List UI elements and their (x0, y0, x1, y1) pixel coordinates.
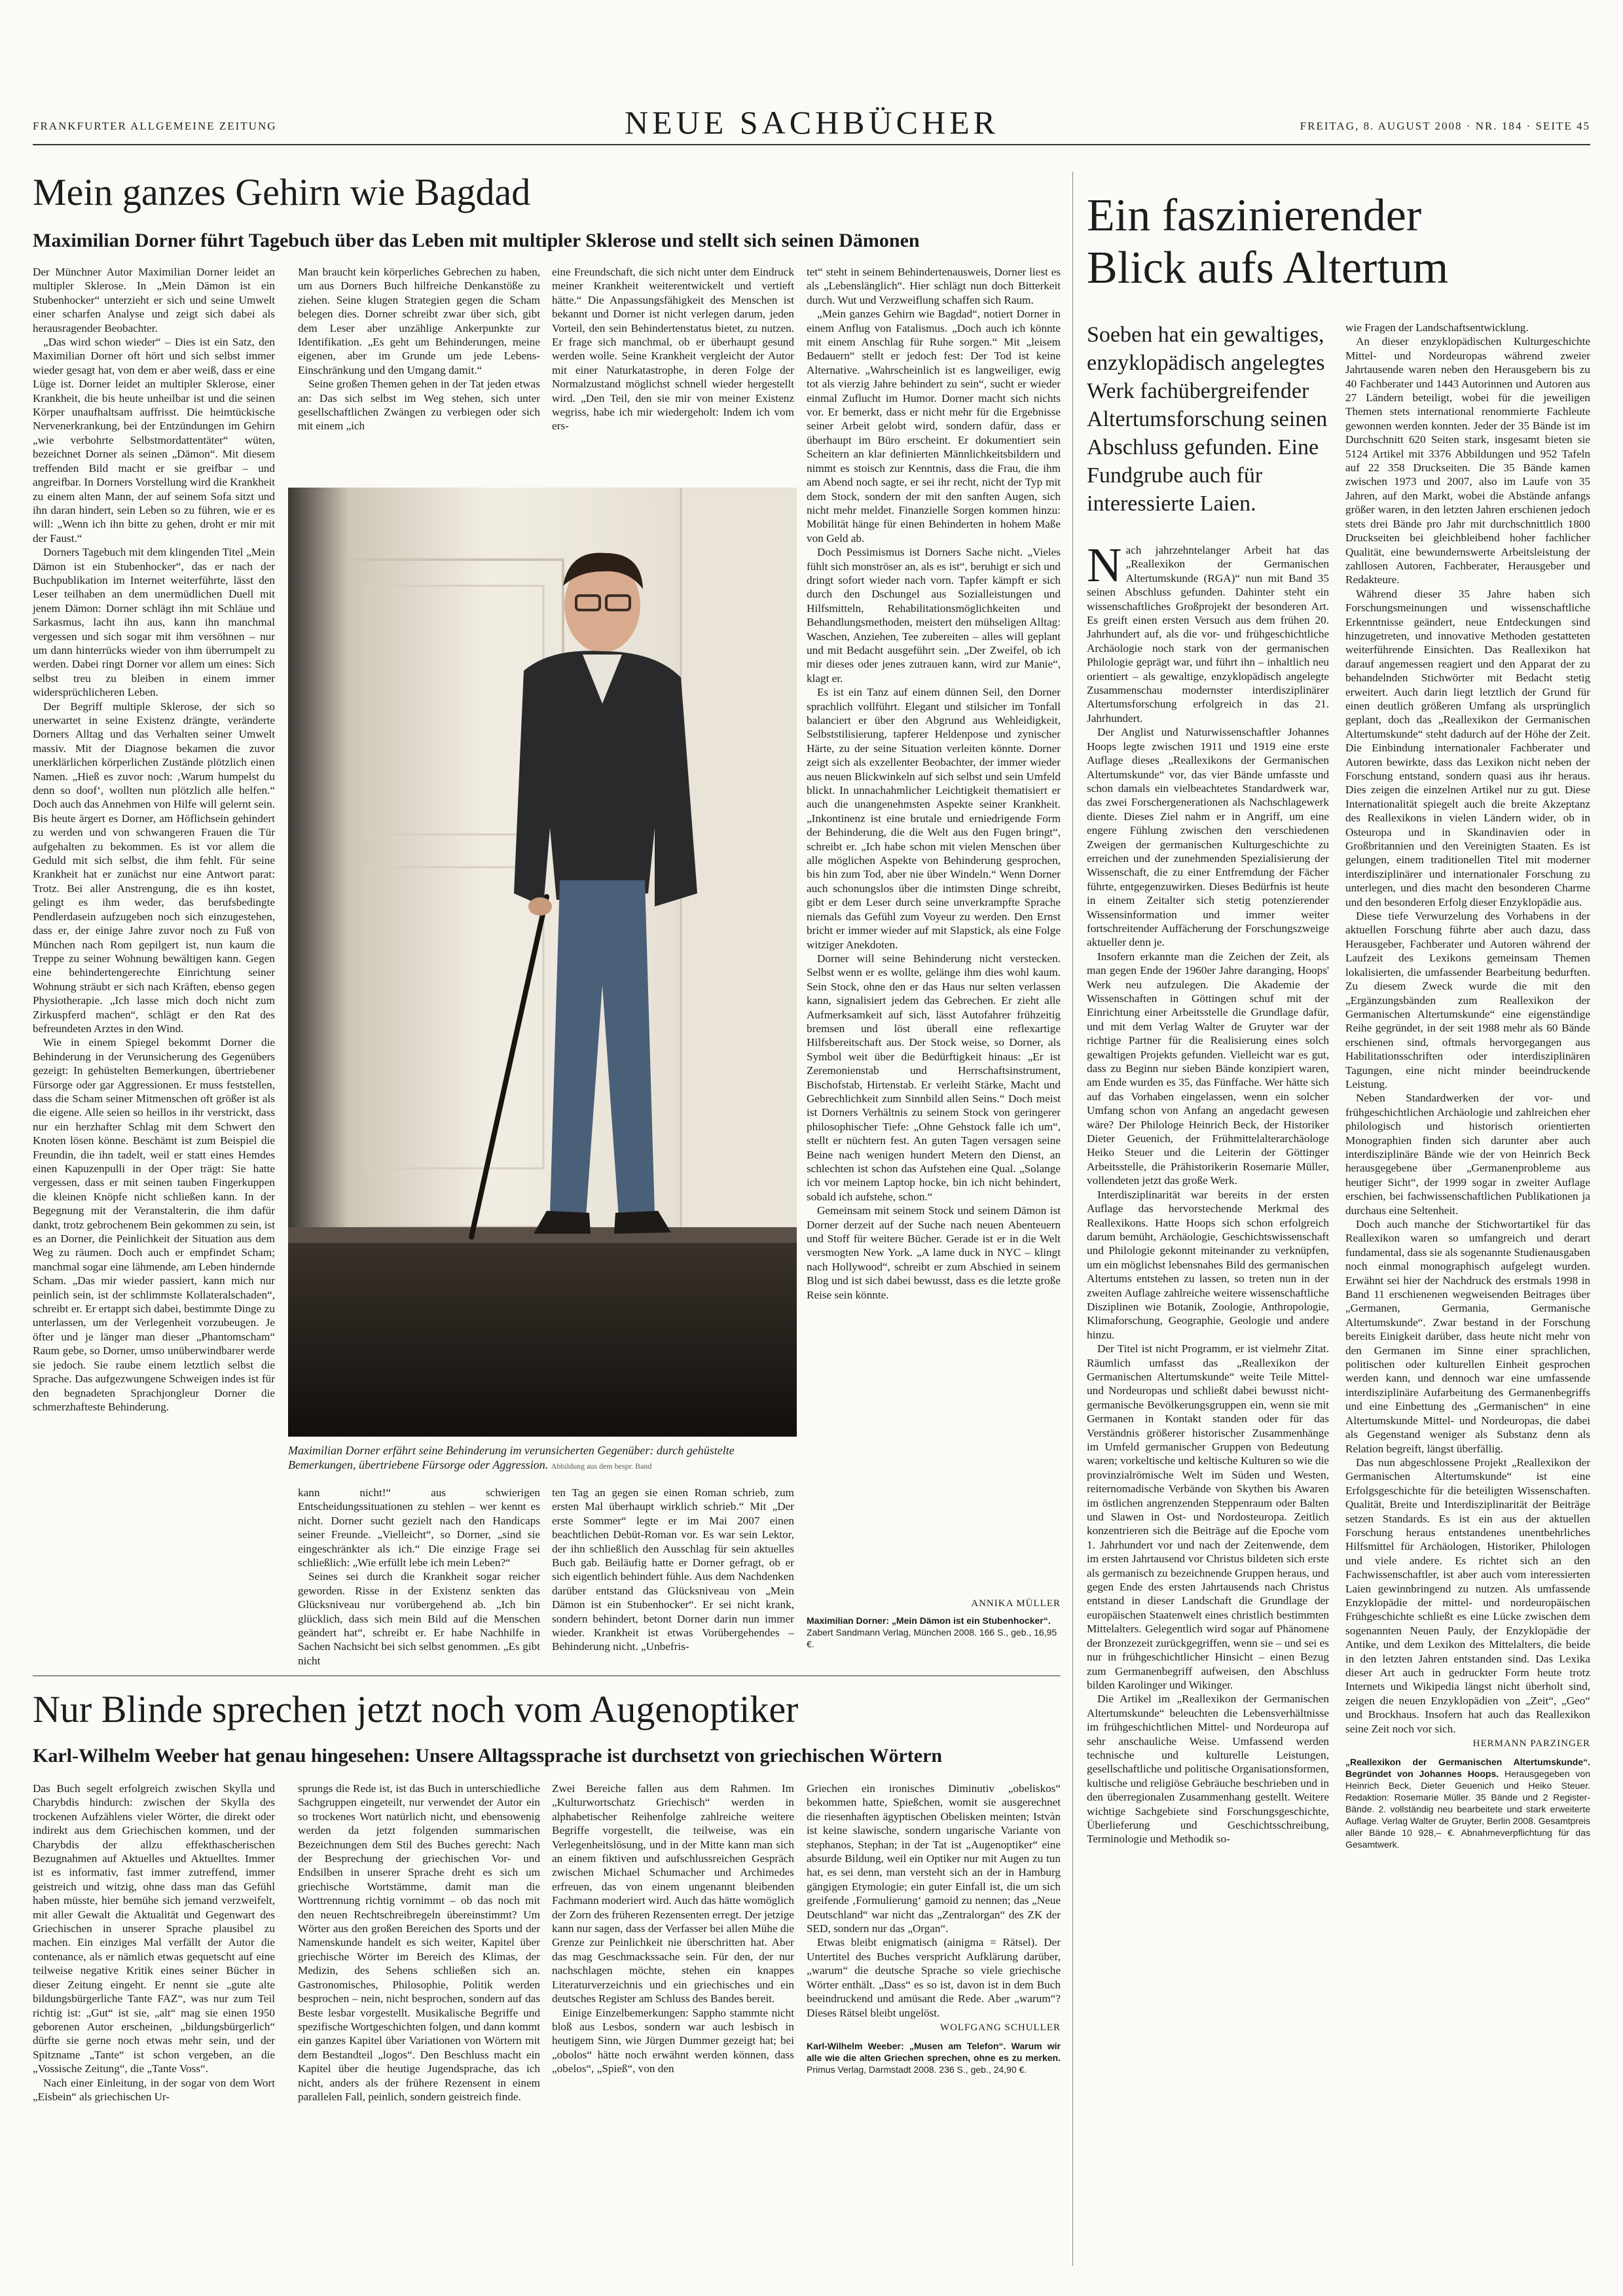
paragraph: Dorners Tagebuch mit dem klingenden Titel „Mein Dämon ist ein Stubenhocker“, das er nach der Buchpublikation im Internet weiterführte, lässt den Leser teilhaben an dem unermüdlichen Duell mit jenem Dämon: Dorner schlägt ihn mit Schläue und Sarkasmus, lacht ihn aus, kann ihn manchmal vergessen und sich sogar mit ihm versöhnen – nur um dann hinterrücks wieder von ihm überrumpelt zu werden. Dabei ringt Dorner vor allem um eines: Sich selbst treu zu bleiben in einem immer widersprüchlicheren Leben. (33, 546, 275, 699)
paragraph: Es ist ein Tanz auf einem dünnen Seil, den Dorner sprachlich vollführt. Elegant und stilsicher im Tonfall balanciert er über den Abgrund aus Wehleidigkeit, Selbststilisierung, tapferer Heldenpose und zynischer Härte, zu der seine Situation verleiten könnte. Dorner zeigt sich als exzellenter Beobachter, der immer wieder aus neuen Blickwinkeln auf sich selbst und sein Umfeld blickt. In unnachahmlicher Leichtigkeit thematisiert er auch die unangenehmsten Aspekte seiner Krankheit. „Inkontinenz ist eine brutale und erniedrigende Form der Behinderung, die die Welt aus den Fugen bringt“, schreibt er. „Ich habe schon mit vielen Menschen über alle möglichen Aspekte von Behinderung gesprochen, bis hin zum Tod, aber nie über Windeln.“ Wenn Dorner auch schonungslos über die intimsten Dinge schreibt, gibt er dem Leser durch seine unverkrampfte Sprache niemals das Gefühl zum Voyeur zu werden. Den Ernst bricht er immer wieder auf mit Slapstick, als eine Folge witziger Anekdoten. (807, 686, 1061, 951)
article2-column-4 (807, 1782, 1061, 2075)
paragraph: Diese tiefe Verwurzelung des Vorhabens in der aktuellen Forschung führte aber auch dazu, dass Herausgeber, Fachberater und Autoren während der Laufzeit des Lexikons gemeinsam Themen lokalisierten, die umfassender Bearbeitung bedurften. Zu diesem Zweck wurde die mit den „Ergänzungsbänden zum Reallexikon der Germanischen Altertumskunde“ eine eigenständige Reihe gegründet, in der seit 1988 mehr als 60 Bände erschienen sind, oftmals hervorgegangen aus Habilitationsschriften oder interdisziplinären Tagungen, eine nicht minder beeindruckende Leistung. (1345, 910, 1590, 1090)
article2-book-info (807, 2040, 1061, 2075)
article3-book-title: „Reallexikon der Germanischen Altertumskunde“. Begründet von Johannes Hoops. (1345, 1757, 1590, 1780)
article1-column-3b (552, 1486, 794, 1654)
article3-book-details: Herausgegeben von Heinrich Beck, Dieter Geuenich und Heiko Steuer. Redaktion: Rosemarie Müller. 35 Bände und 2 Register-Bände. 2. vollständig neu bearbeitete und stark erweiterte Auflage. Verlag Walter de Gruyter, Berlin 2008. Gesamtpreis aller Bände 10 928,– €. Abnahmeverpflichtung für das Gesamtwerk. (1345, 1768, 1590, 1850)
article2-column-4-text (807, 1782, 1061, 2020)
paragraph: Interdisziplinarität war bereits in der ersten Auflage das hervorstechende Merkmal des Reallexikons. Hatte Hoops sich schon erfolgreich darum bemüht, Archäologie, Geschichtswissenschaft und Philologie gekonnt miteinander zu verknüpfen, um ein möglichst lebensnahes Bild des germanischen Altertums entstehen zu lassen, so treten nun in der zweiten Auflage zahlreiche weitere wissenschaftliche Disziplinen wie Botanik, Zoologie, Anthropologie, Klimaforschung, Geographie, Geologie und andere hinzu. (1087, 1188, 1329, 1341)
paragraph: Der Anglist und Naturwissenschaftler Johannes Hoops legte zwischen 1911 und 1919 eine erste Auflage dieses „Reallexikons der Germanischen Altertumskunde“ vor, das vier Bände umfasste und schon damals ein vielbeachtetes Standardwerk war, das zwei Forschergenerationen als Nachschlagewerk diente. Dieses Ziel nahm er in Angriff, um eine engere Fühlung zwischen den verschiedenen Zweigen der germanischen Kulturgeschichte zu erreichen und der zunehmenden Spezialisierung der Wissenschaft, die zu einer Entfremdung der Fächer führte, entgegenzuwirken. Dieses Bedürfnis ist heute in einem Zeitalter sich stetig potenzierender Wissensinformation und immer weiter fortschreitender Auffächerung der Forschungszweige aktueller denn je. (1087, 726, 1329, 949)
photo-caption-text: Maximilian Dorner erfährt seine Behinderung im verunsicherten Gegenüber: durch gehüstelte Bemerkungen, übertriebene Fürsorge oder Aggression. (288, 1444, 735, 1471)
article2-column-2 (298, 1782, 540, 2104)
paragraph: Griechen ein ironisches Diminutiv „obeliskos“ bekommen hatte, Spießchen, womit sie ausgerechnet die riesenhaften ägyptischen Obelisken meinten; Istvàn ist keine slawische, sondern ungarische Variante von stephanos, Stephan; in der Tat ist „Augenoptiker“ eine absurde Bildung, weil ein Optiker nur mit Augen zu tun hat, es sei denn, man versteht sich an der in Hamburg gängigen Etymologie; ein guter Einfall ist, die um sich greifende ‚Formulierung‘ gamoid zu nennen; das „Neue Deutschland“ war nicht das „Zentralorgan“ des ZK der SED, sondern nur das „Organ“. (807, 1782, 1061, 1935)
article1-column-2b (298, 1486, 540, 1668)
article1-column-2 (298, 265, 540, 433)
paragraph: Wie in einem Spiegel bekommt Dorner die Behinderung in der Verunsicherung des Gegenübers gezeigt: In gehüstelten Bemerkungen, übertriebener Fürsorge oder gar Aggressionen. Er muss feststellen, dass die Scham seiner Mitmenschen oft größer ist als die eigene. Alle seien so heillos in ihr verstrickt, dass nur ein herzhafter Schlag mit dem Schwert den Knoten lösen könne. Beschämt ist zum Beispiel die Freundin, die ihn tadelt, weil er statt eines Hemdes einen Kapuzenpulli in der Oper trägt: Sie hatte vergessen, dass er mit seinen tauben Fingerkuppen die kleinen Knöpfe nicht schließen kann. In der Begegnung mit der Veranstalterin, die ihm dafür dankt, trotz gebrochenem Bein gekommen zu sein, ist es an Dorner, die Peinlichkeit der Situation aus dem Weg zu räumen. Doch auch er empfindet Scham; manchmal sogar eine lähmende, am Leben hindernde Scham. „Das mir wieder passiert, kann mich nur peinlich sein, ist der schlimmste Kollateralschaden“, schreibt er. Er ertappt sich dabei, bestimmte Dinge zu unterlassen, um der Verlegenheit vorzubeugen. Je öfter und je länger man dieser „Phantomscham“ Raum gebe, so Dorner, umso unüberwindbarer werde sie jedoch. Sie raube einem letztlich selbst die Sprache. Das aufgezwungene Schweigen indes ist für den begnadeten Sprachjongleur Dorner die schmerzhafteste Behinderung. (33, 1036, 275, 1413)
paragraph: Das nun abgeschlossene Projekt „Reallexikon der Germanischen Altertumskunde“ ist eine Erfolgsgeschichte für die beteiligten Wissenschaften. Qualität, Breite und Interdisziplinarität der Beiträge setzen Standards. Es ist ein aus der aktuellen Forschung heraus entstandenes unentbehrliches Hilfsmittel für Archäologen, Historiker, Philologen und viele andere. Es richtet sich an den Fachwissenschaftler, ist aber auch vom interessierten Laien gewinnbringend zu nutzen. Als umfassende Enzyklopädie der mittel- und nordeuropäischen Frühgeschichte schließt es eine Lücke zwischen dem sogenannten Neuen Pauly, der Enzyklopädie der Antike, und dem Lexikon des Mittelalters, die beide in den letzten Jahren entstanden sind. Das Lexika dieser Art auch in gedruckter Form heute trotz Internets und Wikipedia längst nicht überholt sind, zeigen die neuen Enzyklopädien von „Zeit“, „Geo“ und Brockhaus. Insofern hat auch das Reallexikon seine Zeit noch vor sich. (1345, 1456, 1590, 1735)
article3-book-info (1345, 1756, 1590, 1850)
paragraph: Der Münchner Autor Maximilian Dorner leidet an multipler Sklerose. In „Mein Dämon ist ein Stubenhocker“ unterzieht er sich und seine Umwelt einer scharfen Analyse und zeigt sich dabei als herausragender Beobachter. (33, 266, 275, 334)
paragraph: Gemeinsam mit seinem Stock und seinem Dämon ist Dorner derzeit auf der Suche nach neuen Abenteuern und Stoff für weitere Bücher. Gerade ist er in die Welt versmogten New York. „A lame duck in NYC – klingt nach Hollywood“, schreibt er zum Abschied in seinem Blog und ist sich dabei bewusst, dass es die letzte große Reise sein könnte. (807, 1204, 1061, 1301)
article2-column-3 (552, 1782, 794, 2076)
article3-headline-line-2: Blick aufs Altertum (1087, 243, 1449, 293)
paragraph: Das Buch segelt erfolgreich zwischen Skylla und Charybdis hindurch: zwischen der Skylla des trockenen Aufzählens vieler Wörter, die direkt oder indirekt aus dem Griechischen kommen, und der Charybdis der allzu effekthascherischen Bezugnahmen auf Aktuelles und Aktuelltes. Immer ist es informativ, fast immer zutreffend, immer geistreich und witzig, ohne dass man das Gefühl haben müsste, hier bemühe sich jemand verzweifelt, mit aller Gewalt die Aktualität und Gegenwart des Griechischen in unserer Sprache plausibel zu machen. Ein einziges Mal verfällt der Autor die contenance, als er nämlich etwas gequetscht auf eine teilweise negative Kritik eines seiner Bücher in dieser Zeitung eingeht. Er nennt sie „gute alte bildungsbürgerliche Tante FAZ“, was nur zum Teil richtig ist: „Gut“ ist sie, „alt“ mag sie einen 1950 geborenen Autor erscheinen, „bildungsbürgerlich“ dürfte sie gerne noch etwas mehr sein, und der Spitzname „Tante“ ist schon vergeben, an die „Vossische Zeitung“, die „Tante Voss“. (33, 1782, 275, 2075)
article1-footer (807, 1597, 1061, 1650)
column-divider (1072, 171, 1073, 2266)
paragraph: ach jahrzehntelanger Arbeit hat das „Reallexikon der Germanischen Altertumskunde (RGA)“ nun mit Band 35 seinen Abschluss gefunden. Dahinter steht ein wissenschaftliches Großprojekt der besonderen Art. Es greift einen ersten Versuch aus dem frühen 20. Jahrhundert auf, als die vor- und frühgeschichtliche Archäologie noch stark von der germanischen Philologie geprägt war, und führt ihn – inhaltlich neu orientiert – als gewaltige, enzyklopädisch angelegte Zusammenschau modernster interdisziplinärer Altertumsforschung erfolgreich in das 21. Jahrhundert. (1087, 544, 1329, 725)
paragraph: Der Begriff multiple Sklerose, der sich so unerwartet in seine Existenz drängte, veränderte Dorners Alltag und das Verhalten seiner Umwelt massiv. Mit der Diagnose bekamen die zuvor unerklärlichen körperlichen Zustände plötzlich einen Namen. „Hieß es zuvor noch: ‚Warum humpelst du denn so doof‘, wollten nun plötzlich alle helfen.“ Doch auch das Annehmen von Hilfe will gelernt sein. Bis heute ärgert es Dorner, am Höflichsein gehindert zu werden und von schwangeren Frauen die Tür aufgehalten zu bekommen. Es ist vor allem die Geduld mit sich selbst, die ihm fehlt. Für seine Krankheit hat er zunächst nur eine Antwort parat: Trotz. Bei aller Anstrengung, die es ihn kostet, gelingt es ihm weder, das berufsbedingte Pendlerdasein aufzugeben noch sich einzugestehen, dass er, der einige Jahre zuvor noch zu Fuß von München nach Rom gepilgert ist, nun kaum die Treppe zu seiner Wohnung bewältigen kann. Gegen eine behindertengerechte Einrichtung seiner Wohnung sträubt er sich nach Kräften, ebenso gegen Physiotherapie. „Ich lasse mich doch nicht zum Zirkuspferd machen“, schlägt er den Rat des befreundeten Arztes in den Wind. (33, 700, 275, 1035)
paragraph: Doch auch manche der Stichwortartikel für das Reallexikon waren so umfangreich und derart fundamental, dass sie als sogenannte Studienausgaben noch einmal monographisch aufgelegt wurden. Erwähnt sei hier der Nachdruck des erstmals 1998 in Band 11 erschienenen wegweisenden Beitrages über „Germanen, Germania, Germanische Altertumskunde“. Zwar bestand in der Forschung bereits Einigkeit darüber, dass heute nicht mehr von den Germanen im Sinne einer sprachlichen, politischen oder kulturellen Einheit gesprochen werden kann, und dennoch war eine umfassende interdisziplinäre Aufarbeitung des Germanenbegriffs und eine Einbettung des „Germanischen“ in eine Altertumskunde Mittel- und Nordeuropas, die dabei als Gegenstand weniger als Substanz denn als Relation begreift, längst überfällig. (1345, 1218, 1590, 1455)
article1-headline: Mein ganzes Gehirn wie Bagdad (33, 171, 531, 213)
article3-headline-line-1: Ein faszinierender (1087, 190, 1422, 241)
paragraph: Einige Einzelbemerkungen: Sappho stammte nicht bloß aus Lesbos, sondern war auch lesbisch in heutigem Sinn, wie Jürgen Dummer gezeigt hat; bei „obolos“ hätte noch erwähnt werden können, dass „obelos“, „Spieß“, von den (552, 2006, 794, 2075)
portrait-photo (288, 488, 797, 1437)
dateline: FREITAG, 8. AUGUST 2008 · NR. 184 · SEITE 45 (1300, 120, 1590, 132)
paragraph: Die Artikel im „Reallexikon der Germanischen Altertumskunde“ beleuchten die Lebensverhältnisse im frühgeschichtlichen Mittel- und Nordeuropa auf sehr anschauliche Weise. Umfassend werden technische und kulturelle Leistungen, gesellschaftliche und politische Organisationsformen, kultische und religiöse Gebräuche beschrieben und in den überregionalen Zusammenhang gestellt. Weitere wichtige Sachgebiete sind Forschungsgeschichte, Überlieferung und Geschichtsschreibung, Terminologie und Methodik so- (1087, 1693, 1329, 1846)
article1-column-1 (33, 265, 275, 1414)
newspaper-name: FRANKFURTER ALLGEMEINE ZEITUNG (33, 120, 277, 132)
paragraph: Nach einer Einleitung, in der sogar von dem Wort „Eisbein“ als griechischen Ur- (33, 2076, 275, 2103)
article2-book-details: Primus Verlag, Darmstadt 2008. 236 S., geb., 24,90 €. (807, 2064, 1027, 2075)
article3-teaser: Soeben hat ein gewaltiges, enzyklopädisch angelegtes Werk fachübergreifender Altertumsforschung seinen Abschluss gefunden. Eine Fundgrube auch für interessierte Laien. (1087, 323, 1328, 516)
article1-book-info (807, 1615, 1061, 1650)
article1-book-title: Maximilian Dorner: „Mein Dämon ist ein Stubenhocker“. (807, 1615, 1051, 1626)
article3-column-b-text (1345, 321, 1590, 1736)
paragraph: Insofern erkannte man die Zeichen der Zeit, als man gegen Ende der 1960er Jahre daranging, Hoops' Werk neu aufzulegen. Die Akademie der Wissenschaften in Göttingen schuf mit der Einrichtung einer Arbeitsstelle die Grundlage dafür, und mit dem Verlag Walter de Gruyter war der richtige Partner für die Realisierung eines solch gewaltigen Projekts gefunden. Vielleicht war es gut, dass zu Beginn nur sieben Bände konzipiert waren, am Ende wurden es 35, das Fünffache. Wer hätte sich auf das Vorhaben eingelassen, wenn ein solcher Umfang schon von Anfang an angedacht gewesen wäre? Der Philologe Heinrich Beck, der Historiker Dieter Geuenich, der Frühmittelalterarchäologe Heiko Steuer und die Leiterin der Göttinger Arbeitsstelle, die Prähistorikerin Rosemarie Müller, vollendeten jetzt das große Werk. (1087, 950, 1329, 1187)
article1-column-4 (807, 265, 1061, 1302)
masthead-rule (33, 144, 1590, 145)
paragraph: Der Titel ist nicht Programm, er ist vielmehr Zitat. Räumlich umfasst das „Reallexikon der Germanischen Altertumskunde“ weite Teile Mittel- und Nordeuropas und schließt dabei bewusst nicht-germanische Bevölkerungsgruppen ein, wenn sie mit Germanen in Kontakt standen oder für das Verständnis größerer historischer Zusammenhänge im Umfeld germanischer Gruppen von Bedeutung waren; vorkeltische und keltische Kulturen so wie die provinzialrömische Welt im Süden und Westen, reiternomadische Verbände von Skythen bis Awaren im östlichen angrenzenden Steppenraum oder Balten und Slawen in Ost- und Nordosteuropa. Zeitlich konzentrieren sich die Beiträge auf die Epoche vom 1. Jahrhundert vor und nach der Zeitenwende, dem im ersten Jahrtausend vor Christus bildeten sich erste als germanisch zu bezeichnende Gruppen heraus, und gegen Ende des ersten Jahrtausends nach Christus entstand in dieser Landschaft die Grundlage der europäischen Staatenwelt eines christlich bestimmten Mittelalters. Gelegentlich wird sogar auf Phänomene der Bronzezeit zurückgegriffen, wenn sie – und sei es nur in frühgeschichtlicher Hinsicht – einen Bezug zum Germanenbegriff aufweisen, den Abschluss bilden Karolinger und Wikinger. (1087, 1342, 1329, 1691)
article1-signature: ANNIKA MÜLLER (971, 1598, 1061, 1609)
paragraph: Neben Standardwerken der vor- und frühgeschichtlichen Archäologie und zahlreichen eher philologisch und historisch orientierten Monographien finden sich darunter aber auch interdisziplinäre Bände wie der von Heinrich Beck herausgegebene über „Germanenprobleme aus heutiger Sicht“, der 1999 sogar in zweiter Auflage erschien, bei fachwissenschaftlichen Publikationen ja durchaus eine Seltenheit. (1345, 1092, 1590, 1217)
paragraph: eine Freundschaft, die sich nicht unter dem Eindruck meiner Krankheit weiterentwickelt und vertieft hätte.“ Die Anpassungsfähigkeit des Menschen ist bekannt und Dorner ist nicht verlegen darum, jeden Vorteil, den sein Behindertenstatus bietet, zu nutzen. Er frage sich manchmal, ob er überhaupt gesund werden wolle. Seine Krankheit vergleicht der Autor mit einer Naturkatastrophe, in deren Folge der Normalzustand möglichst schnell wieder hergestellt wird. „Den Teil, den sie mir von meiner Existenz wegriss, habe ich mir wiedergeholt: Indem ich vom ers- (552, 266, 794, 433)
article3-dropcap: N (1087, 539, 1122, 592)
article3-headline (1087, 190, 1584, 295)
paragraph: Dorner will seine Behinderung nicht verstecken. Selbst wenn er es wollte, gelänge ihm dies wohl kaum. Sein Stock, ohne den er das Haus nur selten verlassen kann, signalisiert jedem das Gebrechen. Er zieht alle Aufmerksamkeit auf sich, lässt Autofahrer frühzeitig bremsen und löst überall eine reflexartige Hilfsbereitschaft aus. Der Stock weise, so Dorner, als Symbol weit über die Bedürftigkeit hinaus: „Er ist Zeremonienstab und Herrschaftsinstrument, Bischofstab, Hirtenstab. Er verleiht Stärke, Macht und Gebrechlichkeit zum Sinnbild allen Seins.“ Doch meist ist Dorners Verhältnis zu seinem Stock von geringerer philosophischer Tiefe: „Ohne Gehstock falle ich um“, stellt er nüchtern fest. An guten Tagen versagen seine Beine nach wenigen hundert Metern den Dienst, an schlechten ist schon das Aufstehen eine Qual. „Solange ich vor meinem Laptop hocke, bin ich nicht behindert, sobald ich aufstehe, schon.“ (807, 952, 1061, 1203)
article2-book-title: Karl-Wilhelm Weeber: „Musen am Telefon“. Warum wir alle wie die alten Griechen sprechen, ohne es zu merken. (807, 2041, 1061, 2064)
article3-column-a (1087, 539, 1329, 1846)
photo-caption (288, 1443, 797, 1473)
section-title: NEUE SACHBÜCHER (625, 104, 999, 141)
paragraph: kann nicht!“ aus schwierigen Entscheidungssituationen zu stehlen – wer kennt es nicht. Dorner sucht gezielt nach den Handicaps seiner Freunde. „Vielleicht“, so Dorner, „sind sie eingeschränkter als ich.“ Die einzige Frage sei schließlich: „Wie erfüllt lebe ich mein Leben?“ (298, 1486, 540, 1570)
paragraph: „Das wird schon wieder“ – Dies ist ein Satz, den Maximilian Dorner oft hört und sich selbst immer wieder gesagt hat, von dem er aber weiß, dass er eine Lüge ist. Dorner leidet an multipler Sklerose, einer Krankheit, die bis heute unheilbar ist und die seinen Körper unaufhaltsam auffrisst. Die heimtückische Nervenerkrankung, bei der Entzündungen im Gehirn „wie verbohrte Selbstmordattentäter“ wüten, bezeichnet Dorner als seinen „Dämon“. Mit diesem treffenden Bild macht er sie greifbar – und angreifbar. In Dorners Vorstellung wird die Krankheit zu einem alten Mann, der auf seinem Sofa sitzt und ihn daran hindert, sein Leben so zu führen, wie er es will: „Wenn ich ihn bitte zu gehen, droht er mir mit der Faust.“ (33, 336, 275, 545)
paragraph: An dieser enzyklopädischen Kulturgeschichte Mittel- und Nordeuropas während zweier Jahrtausende waren neben den Herausgebern bis zu 40 Fachberater und 1443 Autorinnen und Autoren aus 27 Ländern beteiligt, wobei für die jeweiligen Themen stets international renommierte Fachleute gewonnen werden konnten. Jeder der 35 Bände ist im Durchschnitt 620 Seiten stark, insgesamt bieten sie 5124 Artikel mit 3376 Abbildungen und 952 Tafeln auf 22 358 Druckseiten. Die 35 Bände kamen zwischen 1973 und 2007, also im Laufe von 35 Jahren, auf den Markt, wobei die Abstände anfangs größer waren, in den letzten Jahren erschienen jedoch stets drei Bände pro Jahr mit durchschnittlich 1800 Druckseiten bei gleichbleibend hoher fachlicher Qualität, eine bewundernswerte Arbeitsleistung der zahllosen Autoren, Fachberater, Herausgeber und Redakteure. (1345, 335, 1590, 586)
article2-column-1 (33, 1782, 275, 2104)
article3-column-a-text (1087, 539, 1329, 1846)
paragraph: tet“ steht in seinem Behindertenausweis, Dorner liest es als „Lebenslänglich“. Hier schlägt nun doch Bitterkeit durch. Wut und Verzweiflung schaffen sich Raum. (807, 266, 1061, 306)
paragraph: Während dieser 35 Jahre haben sich Forschungsmeinungen und wissenschaftliche Erkenntnisse geändert, neue Entdeckungen sind hinzugetreten, und innovative Methoden gestatteten weiterführende Einsichten. Das Reallexikon hat darauf angemessen reagiert und den Apparat der zu behandelnden Stichwörter mit Bedacht stetig erweitert. Auch darin liegt letztlich der Grund für einen deutlich größeren Umfang als ursprünglich geplant, doch das „Reallexikon der Germanischen Altertumskunde“ steht dadurch auf der Höhe der Zeit. Die Einbindung internationaler Fachberater und Autoren bewirkte, dass das Lexikon nicht neben der Forschung entstand, sondern quasi aus ihr heraus. Dies zeigen die einzelnen Artikel nur zu gut. Diese Internationalität spiegelt auch die breite Akzeptanz des Reallexikons in vielen Ländern wider, ob in Osteuropa und in Skandinavien oder in Großbritannien und den Vereinigten Staaten. Es ist gelungen, einem traditionellen Titel mit moderner interdisziplinärer und internationaler Forschung zu unterlegen, und dies macht den besonderen Charme und den besonderen Erfolg dieser Enzyklopädie aus. (1345, 587, 1590, 908)
article1-subhead: Maximilian Dorner führt Tagebuch über das Leben mit multipler Sklerose und stellt sich seinen Dämonen (33, 230, 920, 251)
article2-signature: WOLFGANG SCHULLER (939, 2022, 1061, 2033)
paragraph: Doch Pessimismus ist Dorners Sache nicht. „Vieles fühlt sich monströser an, als es ist“, beruhigt er sich und dringt sofort wieder nach vorn. Tapfer kämpft er sich durch den Dschungel aus Sozialleistungen und Hilfsmitteln, Rehabilitationsmöglichkeiten und Behandlungsmethoden, meistert den mühseligen Alltag: Waschen, Anziehen, Tee zubereiten – alles will geplant und mit Bedacht ausgeführt sein. „Der Zweifel, ob ich mir dieses oder jenes zutrauen kann, wird zur Manie“, klagt er. (807, 546, 1061, 685)
article1-column-3 (552, 265, 794, 433)
article2-headline: Nur Blinde sprechen jetzt noch vom Augenoptiker (33, 1688, 799, 1731)
paragraph: Zwei Bereiche fallen aus dem Rahmen. Im „Kulturwortschatz Griechisch“ werden in alphabetischer Reihenfolge zahlreiche weitere Begriffe vorgestellt, die teilweise, was ein Verlegenheitslösung, und in der Mitte kann man sich an einem fiktiven und aufschlussreichen Gespräch zwischen Michael Schumacher und Archimedes erfreuen, das von einem ungenannt bleibenden Fachmann moderiert wird. Auch das hätte womöglich der Zorn des früheren Rezensenten erregt. Der jetzige kann nur sagen, dass der Verfasser bei allen Mühe die Grenze zur Peinlichkeit nie überschritten hat. Aber das mag Geschmackssache sein. Für den, der nur nachschlagen möchte, stehen ein knappes Literaturverzeichnis und ein griechisches und ein deutsches Register am Schluss des Bandes bereit. (552, 1782, 794, 2005)
photo-credit: Abbildung aus dem bespr. Band (551, 1462, 652, 1471)
paragraph: Seine großen Themen gehen in der Tat jeden etwas an: Das sich selbst im Weg stehen, sich unter gesellschaftlichen Zwängen zu verbiegen oder sich mit einem „ich (298, 378, 540, 433)
article3-signature: HERMANN PARZINGER (1472, 1738, 1590, 1749)
article3-column-b (1345, 321, 1590, 1850)
portrait-photo-drawing (288, 488, 797, 1437)
paragraph: „Mein ganzes Gehirn wie Bagdad“, notiert Dorner in einem Anflug von Fatalismus. „Doch auch ich könnte mit einem Anschlag für Ruhe sorgen.“ Mit „leisem Bedauern“ stellt er jedoch fest: Der Tod ist keine Alternative. „Wahrscheinlich ist es langweiliger, ewig tot als vierzig Jahre behindert zu sein“, sucht er wieder einmal Zuflucht im Humor. Dorner macht sich nichts vor. Er bemerkt, dass er nicht mehr für die Ergebnisse seiner Arbeit gelobt wird, sondern dafür, dass er überhaupt im Büro erscheint. Er dokumentiert sein Scheitern an klar definierten Männlichkeitsbildern und nimmt es stoisch zur Kenntnis, dass die Frau, die ihm am Abend noch sagte, er sei ihr recht, nicht der Typ mit dem Stock, sondern der mit den sanften Augen, sich nicht mehr meldet. Finanzielle Sorgen kommen hinzu: Mobilität hänge für einen Behinderten in hohem Maße von Geld ab. (807, 308, 1061, 545)
paragraph: sprungs die Rede ist, ist das Buch in unterschiedliche Sachgruppen eingeteilt, nur verwendet der Autor ein so trockenes Wort natürlich nicht, und ebensowenig werden da jetzt folgenden summarischen Bezeichnungen dem Stil des Buches gerecht: Nach der Besprechung der griechischen Vor- und Endsilben in unserer Sprache dreht es sich um griechische Wortstämme, damit man die Worttrennung richtig vornimmt – ob das noch mit den neuen Rechtschreibregeln übereinstimmt? Um Wörter aus den großen Bereichen des Sports und der Namenskunde handelt es sich weiter, Kapitel über griechische Wörter im Bereich des Klimas, der Medizin, des Sehens schließen sich an. Gastronomisches, Philosophie, Politik werden besprochen – nein, nicht besprochen, sondern auf das Beste lesbar vorgestellt. Musikalische Begriffe und spezifische Wortgeschichten folgen, und dann kommt ein ganzes Kapitel über Variationen von Wörtern mit dem Bestandteil „logos“. Den Beschluss macht ein Kapitel über die heutige Jugendsprache, das ich nicht, anders als der frühere Rezensent in einem parallelen Fall, peinlich, sondern geistreich finde. (298, 1782, 540, 2103)
paragraph: ten Tag an gegen sie einen Roman schrieb, zum ersten Mal überhaupt wirklich schrieb.“ Mit „Der erste Sommer“ legte er im Mai 2007 einen beachtlichen Debüt-Roman vor. Es war sein Lektor, der ihn schließlich den Ausschlag für sein aktuelles Buch gab. Beiläufig hatte er Dorner gefragt, ob er sich eigentlich behindert fühle. Aus dem Nachdenken darüber entstand das Glücksniveau von „Mein Dämon ist ein Stubenhocker“. Er sei nicht krank, sondern behindert, betont Dorner darin nun immer wieder. Krankheit ist etwas Vorübergehendes – Behinderung nicht. „Unbefris- (552, 1486, 794, 1653)
paragraph: Seines sei durch die Krankheit sogar reicher geworden. Risse in der Existenz senkten das Glücksniveau nur vorübergehend ab. „Ich bin glücklich, dass sich mein Bild auf die Menschen geändert hat“, schreibt er. Er habe Nachhilfe in Sachen Nachsicht bei sich selbst genommen. „Es gibt nicht (298, 1570, 540, 1667)
paragraph: Etwas bleibt enigmatisch (ainigma = Rätsel). Der Untertitel des Buches verspricht Aufklärung darüber, „warum“ die deutsche Sprache so viele griechische Wörter enthält. „Dass“ es so ist, davon ist in dem Buch beeindruckend und amüsant die Rede. Aber „warum“? Dieses Rätsel bleibt ungelöst. (807, 1936, 1061, 2019)
article1-book-details: Zabert Sandmann Verlag, München 2008. 166 S., geb., 16,95 €. (807, 1627, 1057, 1649)
paragraph: wie Fragen der Landschaftsentwicklung. (1345, 321, 1529, 334)
article2-subhead: Karl-Wilhelm Weeber hat genau hingesehen: Unsere Alltagssprache ist durchsetzt von griechischen Wörtern (33, 1745, 943, 1767)
paragraph: Man braucht kein körperliches Gebrechen zu haben, um aus Dorners Buch hilfreiche Denkanstöße zu ziehen. Seine klugen Strategien gegen die Scham belegen dies. Dorner schreibt zwar über sich, gibt dem Leser aber unzählige Ankerpunkte zur Identifikation. „Es geht um Behinderungen, meine eigenen, aber im Grunde um jede Lebens-Einschränkung und den Umgang damit.“ (298, 266, 540, 376)
